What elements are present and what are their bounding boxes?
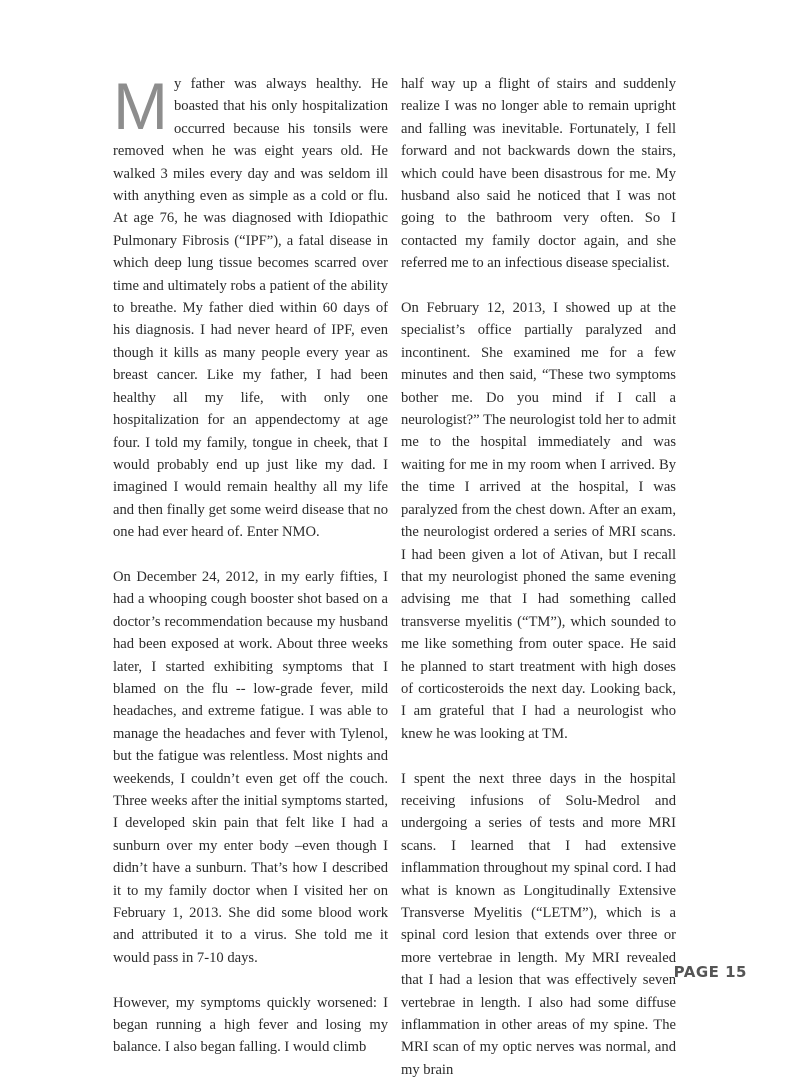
- left-column: [113, 69, 388, 1059]
- paragraph-text: y father was always healthy. He boasted that his only hospitalization occurred because his tonsils were removed when he was eight years old. He walked 3 miles every day and was seldom ill with anything even as simple as a cold or flu. At age 76, he was diagnosed with Idiopathic Pulmonary Fibrosis (“IPF”), a fatal disease in which deep lung tissue becomes scarred over time and ultimately robs a patient of the ability to breathe. My father died within 60 days of his diagnosis. I had never heard of IPF, even though it kills as many people every year as breast cancer. Like my father, I had been healthy all my life, with only one hospitalization for an appendectomy at age four. I told my family, tongue in cheek, that I would probably end up just like my dad. I imagined I would remain healthy all my life and then finally get some weird disease that no one had ever heard of. Enter NMO.: [113, 76, 388, 541]
- paragraph: [113, 69, 388, 544]
- paragraph: I spent the next three days in the hospital receiving infusions of Solu-Medrol and undergoing a series of tests and more MRI scans. I learned that I had extensive inflammation throughout my spinal cord. I had what is known as Longitudinally Extensive Transverse Myelitis (“LETM”), which is a spinal cord lesion that extends over three or more vertebrae in length. My MRI revealed that I had a lesion that was effectively seven vertebrae in length. I also had some diffuse inflammation in other areas of my spine. The MRI scan of my optic nerves was normal, and my brain: [401, 770, 676, 1078]
- right-column: [401, 73, 676, 1081]
- paragraph: However, my symptoms quickly worsened: I began running a high fever and losing my balance. I also began falling. I would climb: [113, 994, 388, 1056]
- paragraph: On February 12, 2013, I showed up at the specialist’s office partially paralyzed and incontinent. She examined me for a few minutes and then said, “These two symptoms bother me. Do you mind if I call a neurologist?” The neurologist told her to admit me to the hospital immediately and was waiting for me in my room when I arrived. By the time I arrived at the hospital, I was paralyzed from the chest down. After an exam, the neurologist ordered a series of MRI scans. I had been given a lot of Ativan, but I recall that my neurologist phoned the same evening advising me that I had something called transverse myelitis (“TM”), which sounded to me like something from outer space. He said he planned to start treatment with high doses of corticosteroids the next day. Looking back, I am grateful that I had a neurologist who knew he was looking at TM.: [401, 300, 676, 742]
- paragraph: On December 24, 2012, in my early fifties, I had a whooping cough booster shot based on a doctor’s recommendation because my husband had been exposed at work. About three weeks later, I started exhibiting symptoms that I blamed on the flu -- low-grade fever, mild headaches, and extreme fatigue. I was able to manage the headaches and fever with Tylenol, but the fatigue was relentless. Most nights and weekends, I couldn’t even get off the couch. Three weeks after the initial symptoms started, I developed skin pain that felt like I had a sunburn over my enter body –even though I didn’t have a sunburn. That’s how I described it to my family doctor when I visited her on February 1, 2013. She did some blood work and attributed it to a virus. She told me it would pass in 7-10 days.: [113, 568, 388, 966]
- paragraph: half way up a flight of stairs and suddenly realize I was no longer able to remain upright and falling was inevitable. Fortunately, I fell forward and not backwards down the stairs, which could have been disastrous for me. My husband also said he noticed that I was not going to the bathroom very often. So I contacted my family doctor again, and she referred me to an infectious disease specialist.: [401, 76, 676, 272]
- drop-cap: M: [113, 69, 168, 143]
- page-number: PAGE 15: [673, 963, 747, 981]
